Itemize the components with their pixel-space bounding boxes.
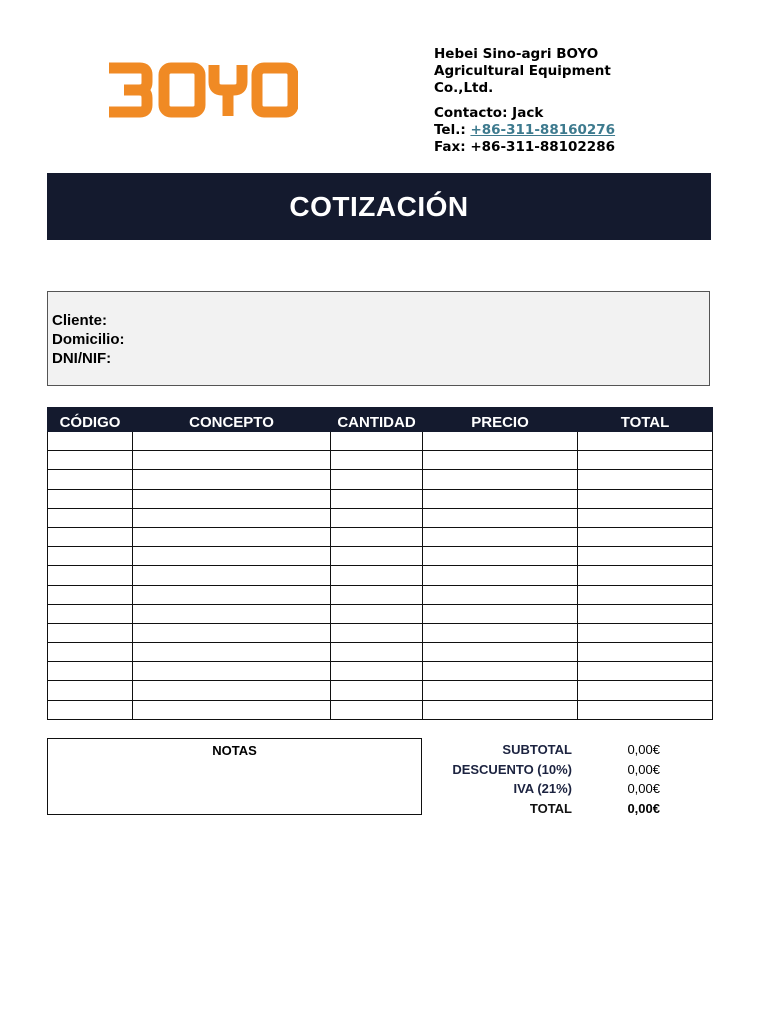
cell-concepto[interactable] (133, 432, 331, 451)
cell-concepto[interactable] (133, 508, 331, 527)
column-header-codigo: CÓDIGO (48, 408, 133, 432)
cell-total[interactable] (578, 547, 713, 566)
cell-precio[interactable] (423, 508, 578, 527)
company-name-line-2: Agricultural Equipment (434, 63, 611, 79)
cell-cantidad[interactable] (331, 451, 423, 470)
table-row (48, 527, 713, 546)
cell-codigo[interactable] (48, 566, 133, 585)
table-row (48, 662, 713, 681)
client-box (47, 291, 710, 386)
cell-concepto[interactable] (133, 662, 331, 681)
cell-total[interactable] (578, 566, 713, 585)
total-label: TOTAL (529, 800, 572, 816)
cell-precio[interactable] (423, 604, 578, 623)
cell-total[interactable] (578, 700, 713, 719)
cell-codigo[interactable] (48, 489, 133, 508)
column-header-total: TOTAL (578, 408, 713, 432)
title-banner (47, 173, 711, 240)
cell-concepto[interactable] (133, 681, 331, 700)
cliente-label: Cliente: (52, 312, 108, 329)
cell-cantidad[interactable] (331, 681, 423, 700)
subtotal-label: SUBTOTAL (502, 742, 572, 758)
cell-cantidad[interactable] (331, 489, 423, 508)
cell-codigo[interactable] (48, 470, 133, 489)
cell-total[interactable] (578, 527, 713, 546)
discount-row (430, 760, 670, 780)
column-header-concepto: CONCEPTO (133, 408, 331, 432)
domicilio-label: Domicilio: (52, 331, 125, 348)
cell-concepto[interactable] (133, 547, 331, 566)
iva-label: IVA (21%) (513, 781, 572, 797)
cell-concepto[interactable] (133, 489, 331, 508)
cell-cantidad[interactable] (331, 604, 423, 623)
cell-cantidad[interactable] (331, 700, 423, 719)
table-row (48, 585, 713, 604)
cell-precio[interactable] (423, 547, 578, 566)
cell-total[interactable] (578, 508, 713, 527)
cell-codigo[interactable] (48, 432, 133, 451)
discount-value: 0,00€ (627, 761, 660, 777)
table-row (48, 623, 713, 642)
iva-value: 0,00€ (627, 781, 660, 797)
cell-codigo[interactable] (48, 547, 133, 566)
cell-cantidad[interactable] (331, 623, 423, 642)
subtotal-value: 0,00€ (627, 742, 660, 758)
cell-cantidad[interactable] (331, 508, 423, 527)
table-row (48, 489, 713, 508)
cell-cantidad[interactable] (331, 662, 423, 681)
totals-summary (430, 740, 670, 818)
dni-label: DNI/NIF: (52, 350, 112, 367)
cell-codigo[interactable] (48, 451, 133, 470)
column-header-precio: PRECIO (423, 408, 578, 432)
table-row (48, 604, 713, 623)
company-name-line-3: Co.,Ltd. (434, 80, 494, 96)
cell-total[interactable] (578, 604, 713, 623)
cell-precio[interactable] (423, 489, 578, 508)
cell-cantidad[interactable] (331, 527, 423, 546)
cell-precio[interactable] (423, 623, 578, 642)
cell-precio[interactable] (423, 585, 578, 604)
table-row (48, 508, 713, 527)
table-header-row (48, 408, 713, 432)
tel-line (434, 122, 734, 139)
cell-concepto[interactable] (133, 451, 331, 470)
cell-total[interactable] (578, 585, 713, 604)
cell-total[interactable] (578, 623, 713, 642)
fax-line: Fax: +86-311-88102286 (434, 139, 615, 155)
items-table (47, 407, 713, 720)
cell-total[interactable] (578, 681, 713, 700)
cell-total[interactable] (578, 643, 713, 662)
cell-concepto[interactable] (133, 585, 331, 604)
cell-codigo[interactable] (48, 604, 133, 623)
cell-total[interactable] (578, 489, 713, 508)
column-header-cantidad: CANTIDAD (331, 408, 423, 432)
table-row (48, 700, 713, 719)
tel-label: Tel.: (434, 122, 466, 138)
contact-line: Contacto: Jack (434, 105, 544, 121)
cell-concepto[interactable] (133, 566, 331, 585)
cell-cantidad[interactable] (331, 566, 423, 585)
tel-link[interactable]: +86-311-88160276 (470, 122, 616, 138)
iva-row (430, 779, 670, 799)
table-row (48, 432, 713, 451)
subtotal-row (430, 740, 670, 760)
cell-precio[interactable] (423, 566, 578, 585)
table-row (48, 547, 713, 566)
cell-total[interactable] (578, 432, 713, 451)
cell-precio[interactable] (423, 643, 578, 662)
cell-precio[interactable] (423, 527, 578, 546)
cell-precio[interactable] (423, 451, 578, 470)
cell-concepto[interactable] (133, 604, 331, 623)
cell-codigo[interactable] (48, 700, 133, 719)
cell-cantidad[interactable] (331, 470, 423, 489)
cell-concepto[interactable] (133, 623, 331, 642)
table-row (48, 643, 713, 662)
cell-codigo[interactable] (48, 508, 133, 527)
total-row (430, 799, 670, 819)
discount-label: DESCUENTO (10%) (452, 761, 572, 777)
company-info (434, 46, 734, 156)
cell-total[interactable] (578, 451, 713, 470)
notes-box[interactable] (47, 738, 422, 815)
cell-codigo[interactable] (48, 527, 133, 546)
table-row (48, 681, 713, 700)
total-value: 0,00€ (627, 800, 660, 816)
table-row (48, 451, 713, 470)
cell-codigo[interactable] (48, 643, 133, 662)
cell-concepto[interactable] (133, 470, 331, 489)
cell-codigo[interactable] (48, 681, 133, 700)
cell-codigo[interactable] (48, 585, 133, 604)
cell-precio[interactable] (423, 432, 578, 451)
cell-total[interactable] (578, 662, 713, 681)
notes-label: NOTAS (212, 743, 257, 758)
cell-total[interactable] (578, 470, 713, 489)
cell-concepto[interactable] (133, 643, 331, 662)
cell-cantidad[interactable] (331, 432, 423, 451)
cell-cantidad[interactable] (331, 585, 423, 604)
table-row (48, 470, 713, 489)
cell-codigo[interactable] (48, 623, 133, 642)
table-row (48, 566, 713, 585)
boyo-logo (106, 62, 298, 118)
cell-concepto[interactable] (133, 700, 331, 719)
cell-precio[interactable] (423, 700, 578, 719)
cell-cantidad[interactable] (331, 547, 423, 566)
cell-precio[interactable] (423, 681, 578, 700)
cell-cantidad[interactable] (331, 643, 423, 662)
cell-concepto[interactable] (133, 527, 331, 546)
page-title: COTIZACIÓN (289, 190, 469, 222)
company-name-line-1: Hebei Sino-agri BOYO (434, 46, 599, 62)
cell-precio[interactable] (423, 470, 578, 489)
cell-codigo[interactable] (48, 662, 133, 681)
cell-precio[interactable] (423, 662, 578, 681)
